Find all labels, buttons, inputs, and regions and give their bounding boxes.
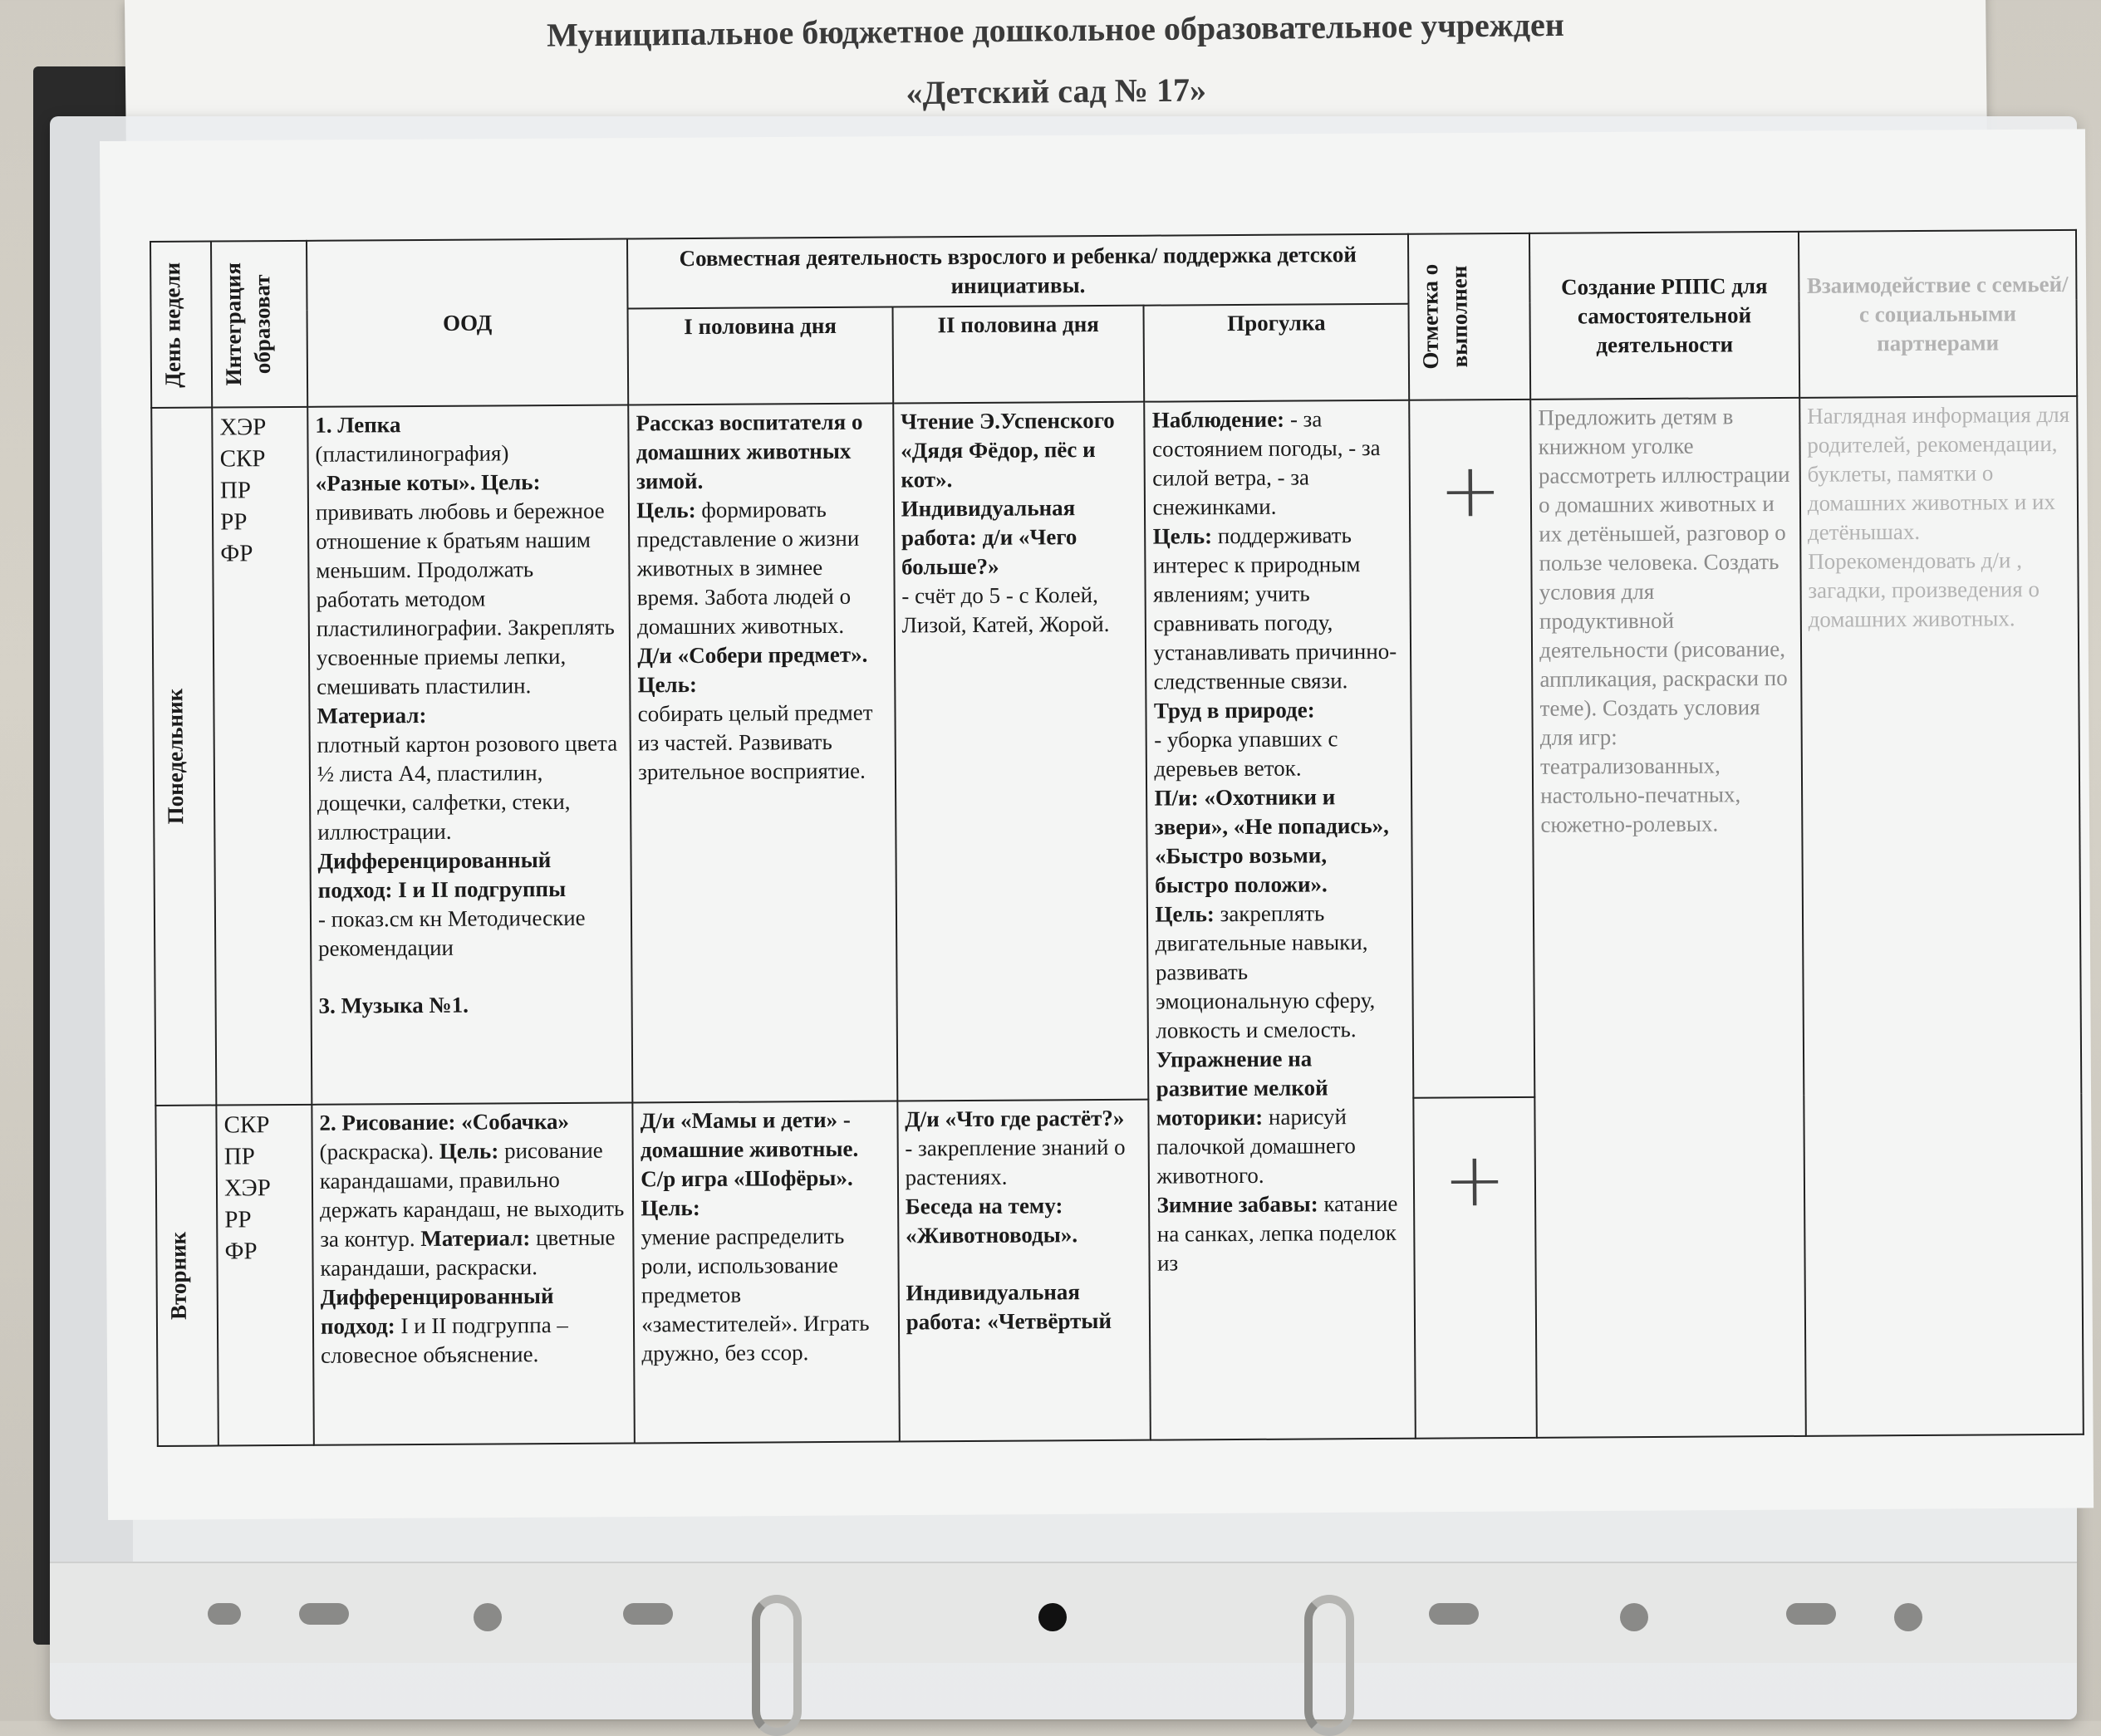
punch-hole xyxy=(623,1603,673,1625)
punch-hole xyxy=(1894,1603,1922,1631)
punch-hole xyxy=(1038,1603,1067,1631)
tuesday-check-mark: + xyxy=(1442,1136,1507,1224)
tuesday-half1: Д/и «Мамы и дети» - домашние животные. С/р игра «Шофёры». Цель: умение распределить роли, использование предметов «заместителей». Играть дружно, без ссор. xyxy=(633,1101,900,1444)
monday-ood: 1. Лепка (пластилинография) «Разные коты». Цель: прививать любовь и бережное отношение к братьям нашим меньшим. Продолжать работать методом пластилинографии. Закреплять усвоенные приемы лепки, смешивать пластилин. Материал: плотный картон розового цвета ½ листа А4, пластилин, дощечки, салфетки, стеки, иллюстрации. Дифференцированный подход: I и II подгруппы - показ.см кн Методические рекомендации 3. Музыка №1. xyxy=(307,405,632,1104)
col-ood: ООД xyxy=(307,238,629,406)
monday-areas xyxy=(212,407,312,1106)
binder-ring xyxy=(752,1595,802,1736)
tuesday-area-4: РР xyxy=(224,1206,252,1233)
header-line-2: «Детский сад № 17» xyxy=(906,71,1207,112)
col-mark: Отметка о выполнен xyxy=(1408,233,1530,400)
col-half1: I половина дня xyxy=(628,307,893,405)
col-walk: Прогулка xyxy=(1144,304,1409,402)
monday-area-3: ПР xyxy=(219,477,252,504)
punch-hole xyxy=(1620,1603,1648,1631)
tuesday-area-2: ПР xyxy=(223,1143,255,1170)
tuesday-area-5: ФР xyxy=(224,1238,258,1265)
punch-hole xyxy=(1429,1603,1479,1625)
tuesday-area-1: СКР xyxy=(223,1111,270,1139)
punch-hole xyxy=(208,1603,241,1625)
monday-area-2: СКР xyxy=(219,445,266,473)
monday-mark xyxy=(1409,400,1534,1098)
walk-cell: Наблюдение: - за состоянием погоды, - за силой ветра, - за снежинками. Цель: поддерживать интерес к природным явлениям; учить сравнивать погоду, устанавливать причинно-следственные связи. Труд в природе: - уборка упавших с деревьев веток. П/и: «Охотники и звери», «Не попадись», «Быстро возьми, быстро положи». Цель: закреплять двигательные навыки, развивать эмоциональную сферу, ловкость и смелость. Упражнение на развитие мелкой моторики: нарисуй палочкой домашнего животного. Зимние забавы: катание на санках, лепка поделок из xyxy=(1145,400,1416,1440)
col-family: Взаимодействие с семьей/ с социальными партнерами xyxy=(1799,230,2077,398)
tuesday-ood: 2. Рисование: «Собачка» (раскраска). Цель: рисование карандашами, правильно держать карандаш, не выходить за контур. Материал: цветные карандаши, раскраски. Дифференцированный подход: I и II подгруппа – словесное объяснение. xyxy=(312,1102,635,1444)
col-day: День недели xyxy=(150,242,212,408)
plan-table xyxy=(150,229,2084,1447)
tuesday-mark xyxy=(1413,1097,1537,1439)
day-tuesday: Вторник xyxy=(155,1106,218,1446)
header-line-1: Муниципальное бюджетное дошкольное образовательное учрежден xyxy=(546,5,1565,54)
row-monday xyxy=(151,396,2081,1106)
family-cell: Наглядная информация для родителей, рекомендации, буклеты, памятки о домашних животных и их детёнышах. Порекомендовать д/и , загадки, произведения о домашних животных. xyxy=(1799,396,2084,1436)
col-rpps: Создание РППС для самостоятельной деятельности xyxy=(1529,232,1799,400)
rpps-cell: Предложить детям в книжном уголке рассмотреть иллюстрации о домашних животных и их детёнышей, разговор о пользе человека. Создать условия для продуктивной деятельности (рисование, аппликация, раскраски по теме). Создать условия для игр: театрализованных, настольно-печатных, сюжетно-ролевых. xyxy=(1530,398,1805,1438)
monday-area-1: ХЭР xyxy=(219,414,267,441)
punch-hole xyxy=(474,1603,502,1631)
col-half2: II половина дня xyxy=(892,306,1144,404)
monday-area-4: РР xyxy=(220,508,248,536)
punch-hole xyxy=(299,1603,349,1625)
day-monday: Понедельник xyxy=(151,408,216,1106)
col-integration: Интеграция образоват xyxy=(211,241,307,408)
punch-hole xyxy=(1786,1603,1836,1625)
monday-half2: Чтение Э.Успенского «Дядя Фёдор, пёс и кот». Индивидуальная работа: д/и «Чего больше?» - счёт до 5 - с Колей, Лизой, Катей, Жорой. xyxy=(893,402,1149,1101)
tuesday-area-3: ХЭР xyxy=(223,1174,271,1202)
tuesday-half2: Д/и «Что где растёт?» - закрепление знаний о растениях. Беседа на тему: «Животноводы». Индивидуальная работа: «Четвёртый xyxy=(897,1100,1151,1442)
header-row-1 xyxy=(150,230,2076,311)
binder-ring xyxy=(1304,1595,1354,1736)
col-joint: Совместная деятельность взрослого и ребенка/ поддержка детской инициативы. xyxy=(627,234,1408,309)
monday-check-mark: + xyxy=(1438,447,1502,535)
tuesday-areas xyxy=(216,1105,313,1446)
monday-area-5: ФР xyxy=(220,540,253,567)
monday-half1: Рассказ воспитателя о домашних животных зимой. Цель: формировать представление о жизни животных в зимнее время. Забота людей о домашних животных. Д/и «Собери предмет». Цель: собирать целый предмет из частей. Развивать зрительное восприятие. xyxy=(628,404,897,1103)
